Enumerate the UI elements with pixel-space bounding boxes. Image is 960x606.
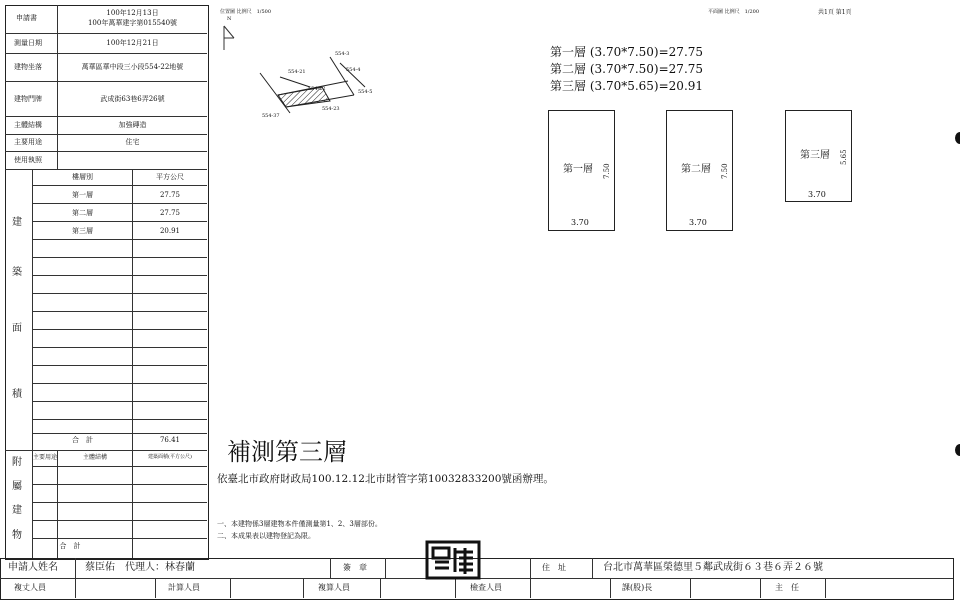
col-header-floor: 樓層別 [72, 173, 93, 181]
survey-date: 100年12月21日 [106, 39, 159, 47]
floor-name-3: 第三層 [72, 227, 93, 235]
main-use: 住宅 [125, 138, 140, 146]
header-label-address: 建物門牌 [14, 95, 42, 103]
section-char-3: 面 [12, 323, 22, 334]
parcel-554-37: 554-37 [262, 113, 280, 119]
dimension-line-1: 第一層 (3.70*7.50)=27.75 [550, 45, 704, 59]
attached-char-2: 屬 [12, 481, 22, 492]
building-address: 武成街63巷6弄26號 [100, 95, 165, 103]
north-arrow-icon [220, 24, 240, 54]
attached-col-structure: 主體結構 [82, 454, 107, 461]
page-count: 共1頁 第1頁 [818, 9, 852, 16]
attached-col-area: 建築面積(平方公尺) [148, 454, 192, 460]
section-char-1: 建 [12, 217, 22, 228]
room-2-width: 3.70 [689, 218, 707, 227]
header-label-application: 申請書 [16, 14, 37, 22]
parcel-554-22: 554-22 [308, 86, 326, 92]
floor-name-1: 第一層 [72, 191, 93, 199]
room-1-depth: 7.50 [603, 163, 611, 179]
official-seal-stamp [425, 540, 481, 580]
supplement-title: 補測第三層 [227, 438, 347, 466]
parcel-554-3: 554-3 [335, 51, 350, 57]
application-number: 100年萬華建字第015540號 [87, 19, 178, 27]
building-location: 萬華區華中段三小段554-22地號 [81, 63, 184, 71]
attached-char-4: 物 [12, 530, 22, 541]
attached-col-use: 主要用途 [33, 454, 58, 461]
floor-plan-room-3 [785, 110, 852, 202]
remark-1: 一、本建物係3層建物本件僅測量第1、2、3層部份。 [217, 520, 382, 528]
attached-char-3: 建 [12, 505, 22, 516]
floor-total-value: 76.41 [159, 436, 181, 444]
room-3-name: 第三層 [800, 150, 830, 161]
plan-scale-label: 平面圖 比例尺 1/200 [708, 9, 759, 15]
remark-2: 二、本成果表以建物登記為限。 [217, 532, 315, 540]
room-2-depth: 7.50 [721, 163, 729, 179]
binder-hole-bottom [955, 444, 960, 456]
floor-plan-room-1 [548, 110, 615, 231]
room-1-name: 第一層 [563, 164, 593, 175]
address-label: 住 址 [542, 563, 566, 572]
seal-label: 簽 章 [343, 563, 367, 572]
north-mark: N [227, 16, 232, 22]
director-label: 主 任 [775, 583, 799, 592]
building-info-table [5, 5, 209, 560]
attached-total-label: 合 計 [59, 542, 81, 550]
parcel-554-23: 554-23 [322, 106, 340, 112]
floor-name-2: 第二層 [72, 209, 93, 217]
header-label-use: 主要用途 [14, 138, 42, 146]
inspector-label: 檢查人員 [470, 583, 502, 592]
section-char-2: 築 [12, 267, 22, 278]
parcel-554-21: 554-21 [288, 69, 306, 75]
reviewer-label: 複算人員 [318, 583, 350, 592]
room-3-depth: 5.65 [840, 149, 848, 165]
calculator-label: 計算人員 [168, 583, 200, 592]
surveyor-label: 複丈人員 [14, 583, 46, 592]
floor-total-label: 合 計 [72, 436, 93, 444]
header-label-location: 建物坐落 [14, 63, 42, 71]
dimension-line-2: 第二層 (3.70*7.50)=27.75 [550, 62, 704, 76]
applicant-label: 申請人姓名 [8, 562, 58, 573]
section-chief-label: 課(股)長 [622, 583, 653, 592]
header-label-survey-date: 測量日期 [14, 39, 42, 47]
application-date: 100年12月13日 [106, 9, 159, 17]
header-label-permit: 使用執照 [14, 156, 42, 164]
binder-hole-top [955, 132, 960, 144]
room-1-width: 3.70 [571, 218, 589, 227]
header-label-structure: 主體結構 [14, 121, 42, 129]
room-2-name: 第二層 [681, 164, 711, 175]
location-scale-label: 位置圖 比例尺 1/500 [220, 9, 271, 15]
dimension-line-3: 第三層 (3.70*5.65)=20.91 [550, 79, 704, 93]
room-3-width: 3.70 [808, 190, 826, 199]
parcel-554-4: 554-4 [346, 67, 361, 73]
supplement-note: 依臺北市政府財政局100.12.12北市財管字第10032833200號函辦理。 [217, 473, 554, 485]
floor-area-3: 20.91 [159, 227, 181, 235]
floor-area-2: 27.75 [159, 209, 181, 217]
main-structure: 加強磚造 [118, 121, 147, 129]
col-header-area: 平方公尺 [156, 173, 184, 181]
attached-char-1: 附 [12, 457, 22, 468]
floor-plan-room-2 [666, 110, 733, 231]
address-value: 台北市萬華區榮德里５鄰武成街６３巷６弄２６號 [603, 562, 823, 573]
applicant-value: 蔡臣佑 代理人：林春蘭 [85, 562, 195, 573]
section-char-4: 積 [12, 389, 22, 400]
parcel-554-5: 554-5 [358, 89, 373, 95]
floor-area-1: 27.75 [159, 191, 181, 199]
